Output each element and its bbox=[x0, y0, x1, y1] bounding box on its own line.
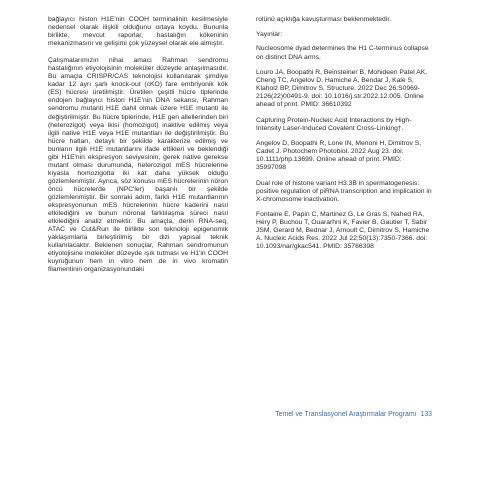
intro-paragraph: bağlayıcı histon H1E'nin COOH terminalinin kesilmesiyle nedensel olarak ilişkili olduğunu ortaya koydu. Bununla birlikte, mevcut raporlar, hastalığın kökeninin mekanizmasını ve gelişimi çok yüzeysel olarak ele almıştır. bbox=[48, 16, 228, 48]
publication-2-citation: Angelov D, Boopathi R, Lone IN, Menoni H, Dimitrov S, Cadet J. Photochem Photobiol. 2022 Aug 23. doi: 10.1111/php.13699. Online ahead of print. PMID: 35997098 bbox=[256, 140, 422, 172]
page-number: 133 bbox=[420, 411, 432, 418]
publication-3-citation: Fontaine E, Papin C, Martinez G, Le Gras S, Nahed RA, Héry P, Buchou T, Ouararhni K, Favier B, Gautier T, Sabir JSM, Gerard M, Bednar J, Arnoult C, Dimitrov S, Hamiche A. Nucleic Acids Res. 2022 Jul 22;50(13):7350-7366. doi: 10.1093/nar/gkac541. PMID: 35766398 bbox=[256, 211, 430, 251]
body-paragraph: Çalışmalarımızın nihai amacı Rahman sendromu hastalığının etiyolojisinin moleküler düzeyde anlaşılmasıdır. Bu amaçla CRISPR/CAS teknolojisi kullanılarak şimdiye kadar 12 ayrı şarlı knock-out (cKO) fare embriyonik kök (ES) hücresi üretilmiştir. Üretilen çeşitli hücre tiplerinde endojen bağlayıcı histon H1E'nin DNA sekansı, Rahman sendromu mutanti H1E dahil olmak üzere H1E mutanti ile değiştirilmiştir. Bu hücre tiplerinde, H1E gen allellerinden biri (heterozigot) veya ikisi (homozigot) inaktive edilmiş veya ilgili native H1E veya H1E mutantları ile değiştirilmiştir. Bu hücre hatları, detaylı bir şekilde karakterize edilmiş ve bunların ilgili H1E mutantlarını ifade ettikleri ve beklendiği gibi H1E'nin ekspresyon seviyesinin, gerek native gerekse mutant olması durumunda, heterozigot mES hücrelerine kıyasla homozigotta iki kat daha yüksek olduğu gözlemlenmiştir. Ayrıca, söz konusu mES hücrelerinin nöron öncü hücrelerde (NPC'ler) başarılı bir şekilde gözlemlenmiştir. Bir sonraki adım, farklı H1E mutantlarının ekspresyonunun mES hücrelerinin hücre kaderini nasıl etkilediğini ve bunun nöronal farklılaşma süreci nasıl etkilediğini analiz etmektir. Bu amaçla, derin RNA-seq, ATAC ve Cut&Run ile birlikte son teknoloji epigenomik yaklaşımlarla birleştirilmiş bir dizi yapısal teknik kullanılacaktır. Beklenen sonuçlar, Rahman sendromunun etiyolojisine moleküler düzeyde ışık tutması ve H1'in COOH kuyruğunun hem in vitro hem de in vivo kromatin filamentinin organizasyonundaki bbox=[48, 57, 228, 274]
publication-1-title: Nucleosome dyad determines the H1 C-terminus collapse on distinct DNA arms. bbox=[256, 45, 429, 61]
continuation-paragraph: rolünü açıklığa kavuşturması beklenmektedir. bbox=[256, 16, 392, 23]
publications-heading: Yayınlar: bbox=[256, 31, 283, 39]
publication-3-title: Dual role of histone variant H3.3B in spermatogenesis: positive regulation of piRNA transcription and implication in X-chromosome inactivation. bbox=[256, 179, 432, 203]
left-text-column bbox=[48, 16, 228, 274]
footer-program-title: Temel ve Translasyonel Araştırmalar Programı bbox=[275, 411, 417, 418]
page-footer bbox=[256, 411, 432, 418]
publication-1-citation: Louro JA, Boopathi R, Beinsteiner B, Mohideen Patel AK, Cheng TC, Angelov D, Hamiche A, Bendar J, Kale S, Klaholz BP, Dimitrov S. Structure. 2022 Dec 26:S0969-2126(22)00491-9. doi: 10.1016/j.str.2022.12.005. Online ahead of print. PMID: 36610392 bbox=[256, 68, 428, 109]
right-text-column bbox=[256, 16, 432, 259]
publication-2-title: Capturing Protein-Nucleic Acid Interactions by High-Intensity Laser-Induced Covalent Cross-Linking†. bbox=[256, 116, 412, 132]
